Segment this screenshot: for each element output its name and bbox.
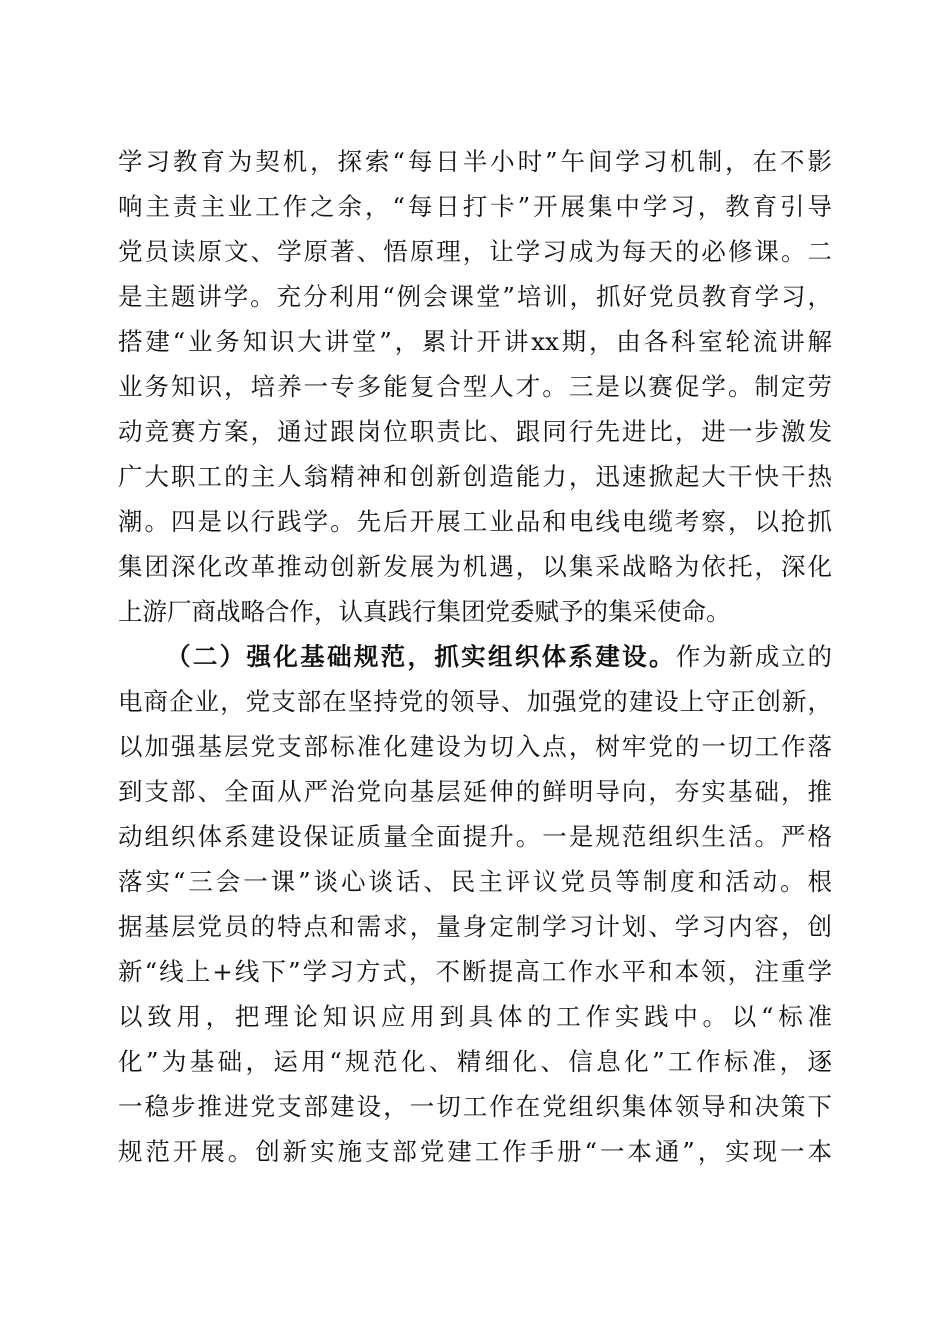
body-text-line: 以加强基层党支部标准化建设为切入点，树牢党的一切工作落 [118, 732, 832, 761]
body-text-line: 规范开展。创新实施支部党建工作手册“一本通”，实现一本 [118, 1137, 832, 1166]
body-text-line: 党员读原文、学原著、悟原理，让学习成为每天的必修课。二 [118, 237, 832, 266]
body-text-line: 动竞赛方案，通过跟岗位职责比、跟同行先进比，进一步激发 [118, 417, 832, 446]
body-text-line: 搭建“业务知识大讲堂”，累计开讲xx期，由各科室轮流讲解 [118, 327, 832, 356]
body-text-line: 上游厂商战略合作，认真践行集团党委赋予的集采使命。 [118, 597, 731, 626]
body-text-line: 据基层党员的特点和需求，量身定制学习计划、学习内容，创 [118, 912, 832, 941]
body-text-run: 作为新成立的 [675, 642, 833, 671]
body-text-line: 电商企业，党支部在坚持党的领导、加强党的建设上守正创新， [118, 687, 832, 716]
body-text-line: 以致用，把理论知识应用到具体的工作实践中。以“标准 [118, 1002, 832, 1031]
body-text-line: 一稳步推进党支部建设，一切工作在党组织集体领导和决策下 [118, 1092, 832, 1121]
body-text-line: 落实“三会一课”谈心谈话、民主评议党员等制度和活动。根 [118, 867, 832, 896]
body-text-line: 集团深化改革推动创新发展为机遇，以集采战略为依托，深化 [118, 552, 832, 581]
body-text-line: 化”为基础，运用“规范化、精细化、信息化”工作标准，逐 [118, 1047, 832, 1076]
body-text-line: 是主题讲学。充分利用“例会课堂”培训，抓好党员教育学习， [118, 282, 832, 311]
body-text-line: 广大职工的主人翁精神和创新创造能力，迅速掀起大干快干热 [118, 462, 832, 491]
section-heading: （二）强化基础规范，抓实组织体系建设。 [166, 642, 676, 671]
body-text-line: 动组织体系建设保证质量全面提升。一是规范组织生活。严格 [118, 822, 832, 851]
section-heading-line [166, 637, 832, 677]
body-text-line: 到支部、全面从严治党向基层延伸的鲜明导向，夯实基础，推 [118, 777, 832, 806]
body-text-line: 学习教育为契机，探索“每日半小时”午间学习机制，在不影 [118, 147, 832, 176]
body-text-line: 响主责主业工作之余，“每日打卡”开展集中学习，教育引导 [118, 192, 832, 221]
body-text-line: 业务知识，培养一专多能复合型人才。三是以赛促学。制定劳 [118, 372, 832, 401]
body-text-line: 潮。四是以行践学。先后开展工业品和电线电缆考察，以抢抓 [118, 507, 832, 536]
body-text-line: 新“线上+线下”学习方式，不断提高工作水平和本领，注重学 [118, 957, 832, 986]
